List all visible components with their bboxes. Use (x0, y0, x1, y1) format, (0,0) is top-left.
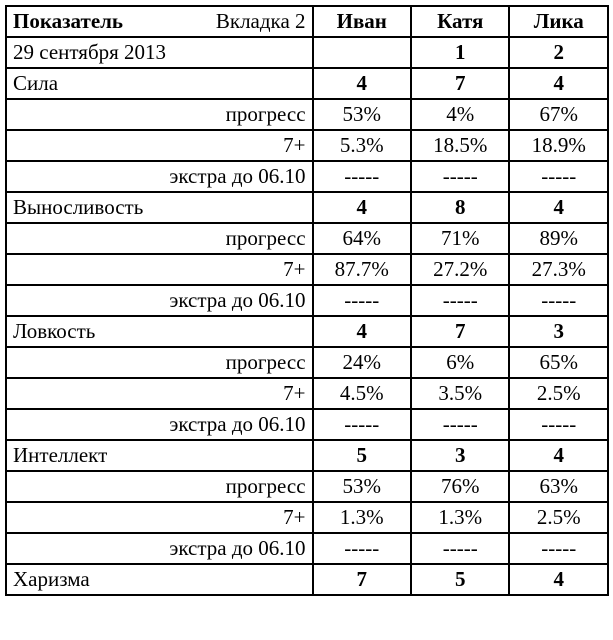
header-title: Показатель (13, 9, 124, 33)
stat-sub-row (6, 533, 608, 564)
sub-row-label: экстра до 06.10 (6, 409, 313, 440)
sub-row-label: 7+ (6, 130, 313, 161)
stat-value: 3 (411, 440, 509, 471)
sub-row-value: ----- (509, 285, 608, 316)
sub-row-value: 4% (411, 99, 509, 130)
sub-row-label: 7+ (6, 378, 313, 409)
header-title-cell (6, 6, 313, 37)
stat-sub-row (6, 161, 608, 192)
sub-row-value: ----- (313, 161, 411, 192)
stat-value: 4 (313, 316, 411, 347)
stat-name: Харизма (6, 564, 313, 595)
sub-row-value: 53% (313, 99, 411, 130)
sub-row-value: 2.5% (509, 378, 608, 409)
stat-sub-row (6, 223, 608, 254)
sub-row-value: 18.5% (411, 130, 509, 161)
stat-sub-row (6, 347, 608, 378)
sub-row-value: 18.9% (509, 130, 608, 161)
stat-sub-row (6, 285, 608, 316)
sub-row-label: 7+ (6, 254, 313, 285)
stat-value: 4 (313, 68, 411, 99)
stat-name: Ловкость (6, 316, 313, 347)
sub-row-value: 3.5% (411, 378, 509, 409)
header-row-2 (6, 37, 608, 68)
sub-row-value: 5.3% (313, 130, 411, 161)
header-tab: Вкладка 2 (215, 9, 306, 33)
stat-value: 4 (509, 192, 608, 223)
player-number (313, 37, 411, 68)
stat-value: 5 (411, 564, 509, 595)
player-name: Катя (411, 6, 509, 37)
stat-group-row (6, 192, 608, 223)
sub-row-value: 24% (313, 347, 411, 378)
stat-sub-row (6, 99, 608, 130)
sub-row-value: 6% (411, 347, 509, 378)
stat-group-row (6, 316, 608, 347)
player-number: 1 (411, 37, 509, 68)
sub-row-value: 76% (411, 471, 509, 502)
stat-value: 5 (313, 440, 411, 471)
sub-row-value: 27.3% (509, 254, 608, 285)
stat-value: 7 (313, 564, 411, 595)
sub-row-value: 1.3% (411, 502, 509, 533)
sub-row-value: ----- (411, 409, 509, 440)
header-date: 29 сентября 2013 (6, 37, 313, 68)
player-name: Иван (313, 6, 411, 37)
stat-group-row (6, 440, 608, 471)
sub-row-value: 67% (509, 99, 608, 130)
sub-row-label: прогресс (6, 99, 313, 130)
sub-row-value: ----- (313, 285, 411, 316)
stat-group-row (6, 564, 608, 595)
sub-row-label: экстра до 06.10 (6, 533, 313, 564)
stat-name: Сила (6, 68, 313, 99)
sub-row-value: ----- (411, 533, 509, 564)
header-row (6, 6, 608, 37)
sub-row-value: 71% (411, 223, 509, 254)
sub-row-value: 87.7% (313, 254, 411, 285)
stat-value: 7 (411, 316, 509, 347)
stat-sub-row (6, 254, 608, 285)
player-number: 2 (509, 37, 608, 68)
sub-row-value: 1.3% (313, 502, 411, 533)
stats-table (5, 5, 609, 596)
sub-row-value: ----- (313, 533, 411, 564)
sub-row-label: 7+ (6, 502, 313, 533)
stat-value: 7 (411, 68, 509, 99)
stat-value: 8 (411, 192, 509, 223)
stat-value: 3 (509, 316, 608, 347)
sub-row-value: ----- (411, 285, 509, 316)
stats-table-body (6, 6, 608, 595)
sub-row-label: экстра до 06.10 (6, 161, 313, 192)
sub-row-value: 2.5% (509, 502, 608, 533)
sub-row-value: 53% (313, 471, 411, 502)
sub-row-value: ----- (509, 161, 608, 192)
stat-value: 4 (509, 440, 608, 471)
sub-row-value: 27.2% (411, 254, 509, 285)
sub-row-value: ----- (509, 409, 608, 440)
sub-row-value: 65% (509, 347, 608, 378)
sub-row-value: 63% (509, 471, 608, 502)
sub-row-label: прогресс (6, 223, 313, 254)
stat-name: Интеллект (6, 440, 313, 471)
stat-value: 4 (313, 192, 411, 223)
sub-row-value: ----- (313, 409, 411, 440)
stat-value: 4 (509, 564, 608, 595)
sub-row-label: экстра до 06.10 (6, 285, 313, 316)
stat-name: Выносливость (6, 192, 313, 223)
stat-sub-row (6, 378, 608, 409)
stat-sub-row (6, 409, 608, 440)
stat-sub-row (6, 130, 608, 161)
sub-row-label: прогресс (6, 347, 313, 378)
sub-row-value: 4.5% (313, 378, 411, 409)
sub-row-value: 89% (509, 223, 608, 254)
sub-row-value: ----- (411, 161, 509, 192)
stat-value: 4 (509, 68, 608, 99)
player-name: Лика (509, 6, 608, 37)
sub-row-label: прогресс (6, 471, 313, 502)
sub-row-value: 64% (313, 223, 411, 254)
stat-sub-row (6, 502, 608, 533)
stat-sub-row (6, 471, 608, 502)
stat-group-row (6, 68, 608, 99)
sub-row-value: ----- (509, 533, 608, 564)
